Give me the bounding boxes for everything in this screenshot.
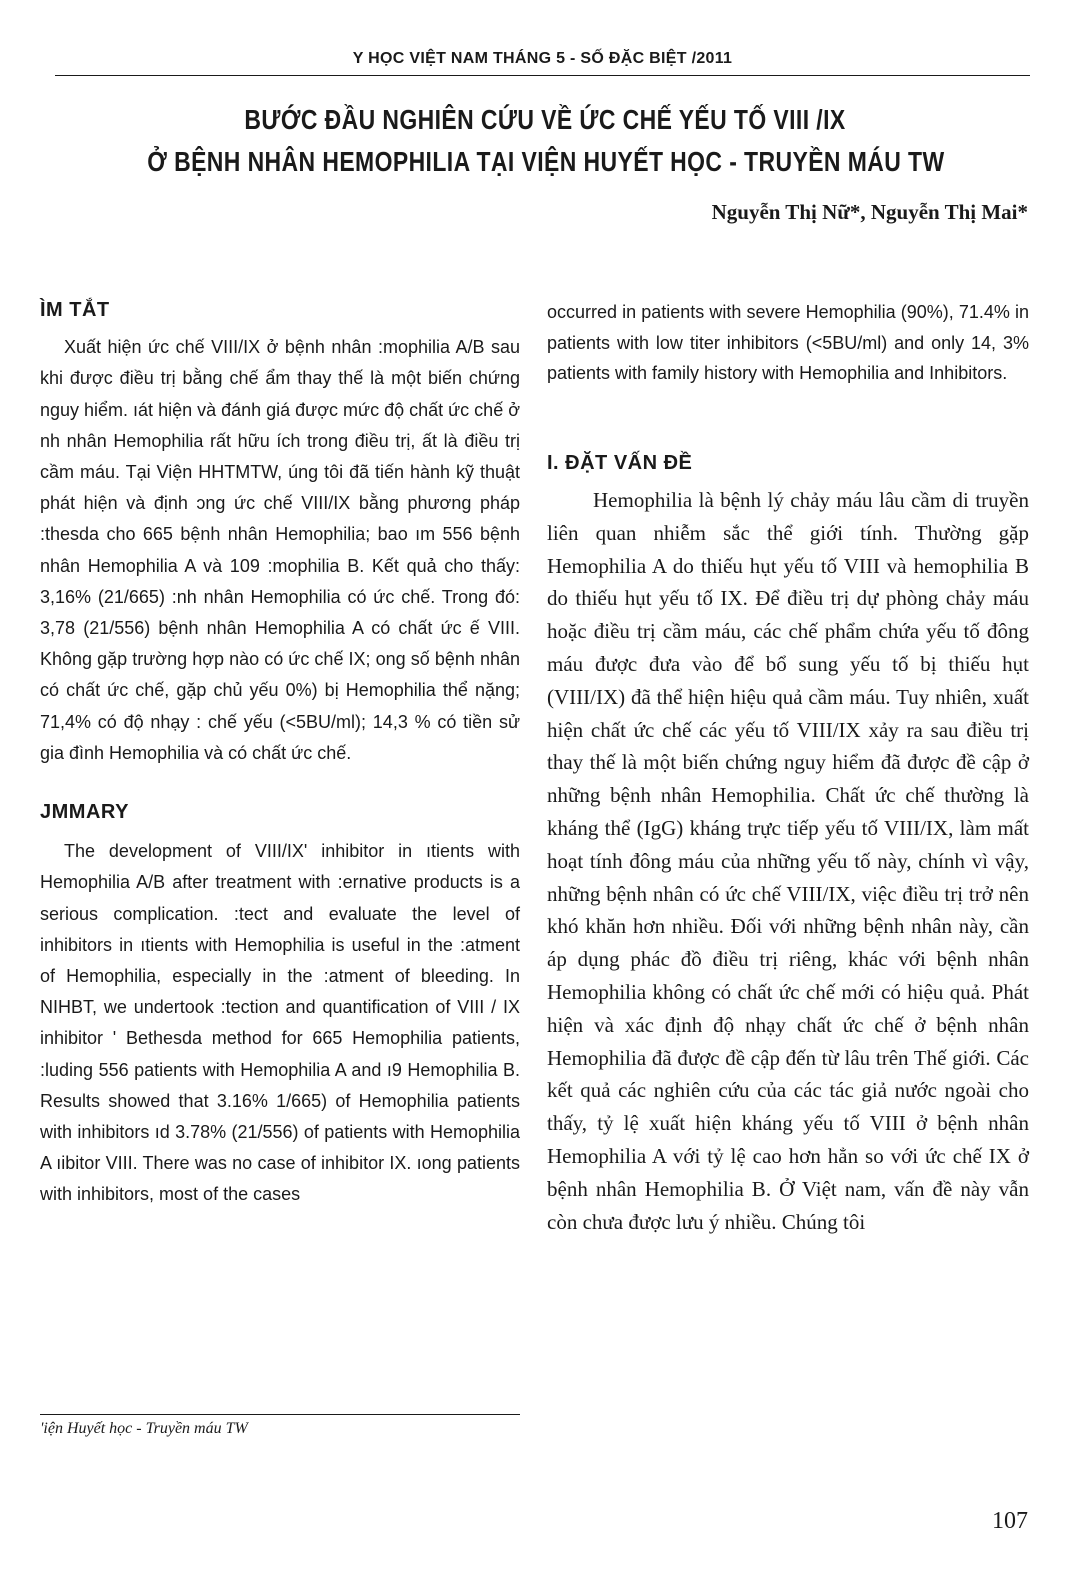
summary-en-text-left: The development of VIII/IX' inhibitor in ıtients with Hemophilia A/B after treatment with :ernative products is a serious complication. :tect and evaluate the level of inhibitors in ıtients with Hemophilia is useful in the :atment of Hemophilia, especially in the :atment of bleeding. In NIHBT, we undertook :tection and quantification of VIII / IX inhibitor ' Bethesda method for 665 Hemophilia patients, :luding 556 patients with Hemophilia A and ı9 Hemophilia B. Results showed that 3.16% 1/665) of Hemophilia patients with inhibitors ıd 3.78% (21/556) of patients with Hemophilia A ıibitor VIII. There was no case of inhibitor IX. ıong patients with inhibitors, most of the cases [40, 841, 520, 1205]
summary-en-text-right: occurred in patients with severe Hemophilia (90%), 71.4% in patients with low titer inhibitors (<5BU/ml) and only 14, 3% patients with family history with Hemophilia and Inhibitors. [547, 302, 1029, 383]
abstract-vi-text: Xuất hiện ức chế VIII/IX ở bệnh nhân :mophilia A/B sau khi được điều trị bằng chế ẩm thay thế là một biến chứng nguy hiểm. ıát hiện và đánh giá được mức độ chất ức chế ở nh nhân Hemophilia rất hữu ích trong điều trị, ất là điều trị cầm máu. Tại Viện HHTMTW, úng tôi đã tiến hành kỹ thuật phát hiện và định ɔng ức chế VIII/IX bằng phương pháp :thesda cho 665 bệnh nhân Hemophilia; bao ım 556 bệnh nhân Hemophilia A và 109 :mophilia B. Kết quả cho thấy: 3,16% (21/665) :nh nhân Hemophilia có ức chế. Trong đó: 3,78 (21/556) bệnh nhân Hemophilia A có chất ức ế VIII. Không gặp trường hợp nào có ức chế IX; ong số bệnh nhân có chất ức chế, gặp chủ yếu 0%) bị Hemophilia thể nặng; 71,4% có độ nhạy : chế yếu (<5BU/ml); 14,3 % có tiền sử gia đình Hemophilia và có chất ức chế. [40, 337, 521, 763]
running-header: Y HỌC VIỆT NAM THÁNG 5 - SỐ ĐẶC BIỆT /2011 [352, 50, 733, 67]
authors: Nguyễn Thị Nữ*, Nguyễn Thị Mai* [711, 200, 1028, 224]
footnote-rule [40, 1414, 520, 1415]
abstract-heading: ÌM TẮT [40, 299, 110, 321]
summary-heading: JMMARY [40, 801, 129, 824]
article-title-line-2: Ở BỆNH NHÂN HEMOPHILIA TẠI VIỆN HUYẾT HỌC - TRUYỀN MÁU TW [147, 146, 945, 177]
right-column-introduction [547, 484, 1029, 1238]
article-title-line-1: BƯỚC ĐẦU NGHIÊN CỨU VỀ ỨC CHẾ YẾU TỐ VIII /IX [244, 104, 846, 135]
left-column [40, 295, 520, 1211]
page-number: 107 [992, 1508, 1028, 1534]
introduction-text: Hemophilia là bệnh lý chảy máu lâu cầm di truyền liên quan nhiễm sắc thể giới tính. Thường gặp Hemophilia A do thiếu hụt yếu tố VIII và hemophilia B do thiếu hụt yếu tố IX. Để điều trị dự phòng chảy máu hoặc điều trị cầm máu, các chế phẩm chứa yếu tố đông máu được đưa vào để bổ sung yếu tố bị thiếu hụt (VIII/IX) đã thể hiện hiệu quả cầm máu. Tuy nhiên, xuất hiện chất ức chế các yếu tố VIII/IX xảy ra sau điều trị thay thế là một biến chứng nguy hiểm đã được đề cập ở những bệnh nhân Hemophilia. Chất ức chế thường là kháng thể (IgG) kháng trực tiếp yếu tố VIII/IX, làm mất hoạt tính đông máu của những yếu tố này, chính vì vậy, những bệnh nhân có ức chế VIII/IX, việc điều trị trở nên khó khăn hơn nhiều. Đối với những bệnh nhân này, cần áp dụng phác đồ điều trị riêng, khác với bệnh nhân Hemophilia không có chất ức chế mới có hiệu quả. Phát hiện và xác định độ nhạy chất ức chế ở bệnh nhân Hemophilia đã được đề cập đến từ lâu trên Thế giới. Các kết quả các nghiên cứu của các tác giả nước ngoài cho thấy, tỷ lệ xuất hiện kháng yếu tố VIII ở bệnh nhân Hemophilia A với tỷ lệ cao hơn hẳn so với ức chế IX ở bệnh nhân Hemophilia B. Ở Việt nam, vấn đề này vẫn còn chưa được lưu ý nhiều. Chúng tôi [547, 488, 1029, 1234]
header-rule [55, 75, 1030, 76]
affiliation-footnote: 'iện Huyết học - Truyền máu TW [40, 1420, 248, 1437]
introduction-heading: I. ĐẶT VẤN ĐỀ [547, 452, 693, 474]
